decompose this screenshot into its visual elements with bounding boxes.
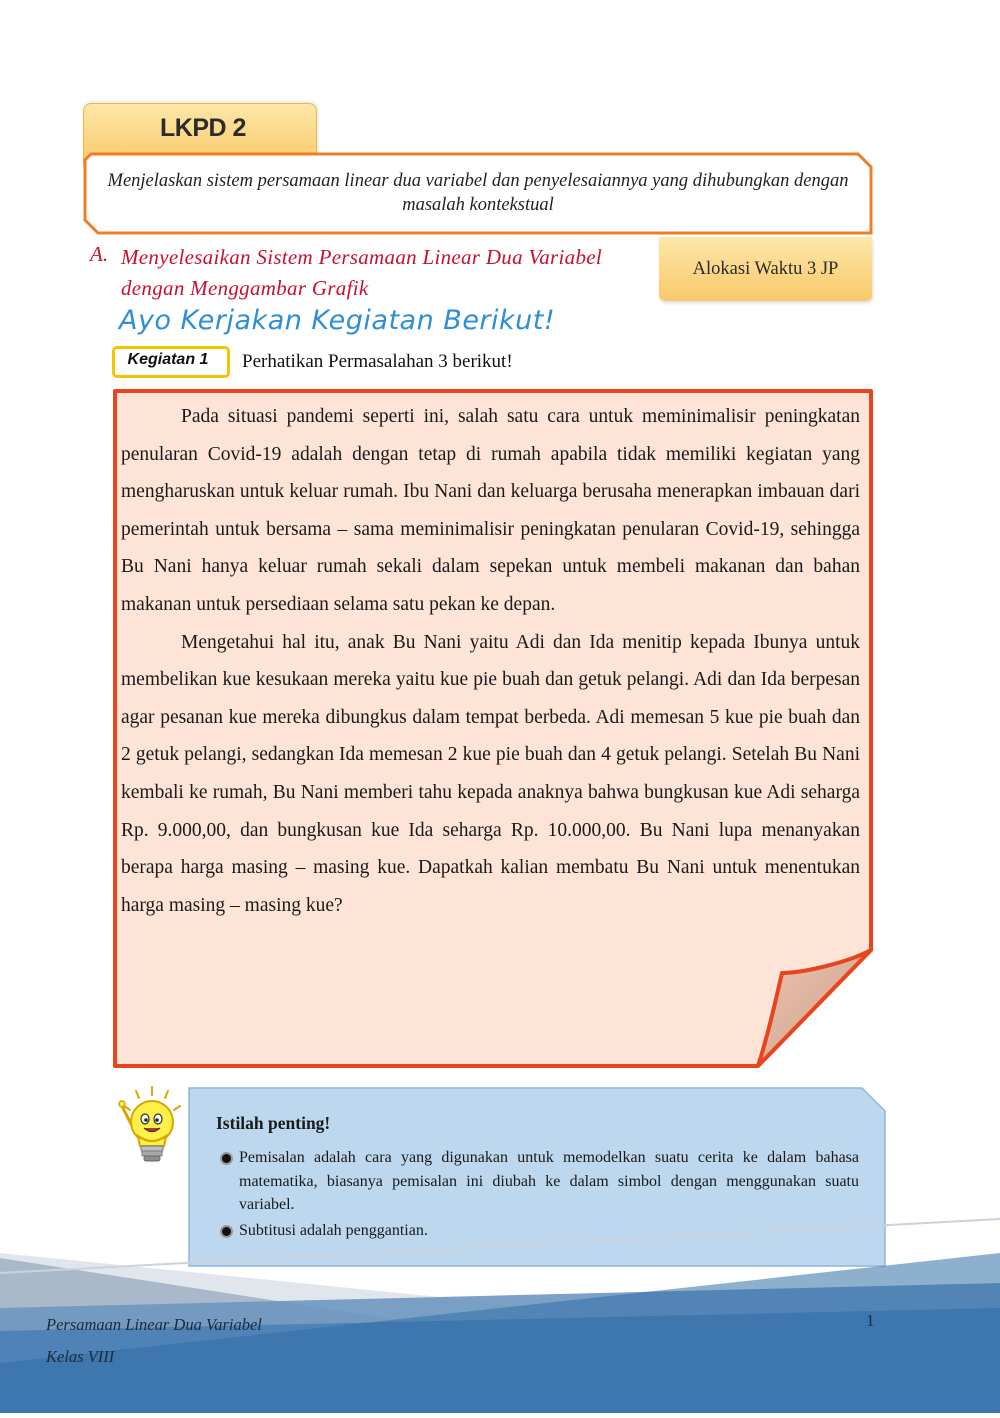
istilah-title: Istilah penting!: [216, 1113, 331, 1133]
section-heading: Menyelesaikan Sistem Persamaan Linear Dua Variabel dengan Menggambar Grafik: [121, 245, 603, 300]
lightbulb-mascot-icon: [116, 1086, 186, 1168]
lkpd-title: LKPD 2: [160, 114, 246, 142]
istilah-item-text: Subtitusi adalah penggantian.: [239, 1221, 428, 1239]
istilah-item-text: Pemisalan adalah cara yang digunakan untuk memodelkan suatu cerita ke dalam bahasa matematika, biasanya pemisalan ini diubah ke dalam simbol dengan menggunakan suatu variabel.: [239, 1149, 859, 1213]
bullet-icon: [222, 1154, 231, 1163]
footer-decoration: [0, 1213, 1000, 1413]
istilah-item: [222, 1146, 859, 1217]
footer-class: Kelas VIII: [46, 1347, 115, 1366]
kegiatan-label: Kegiatan 1: [127, 351, 209, 368]
activity-intro-heading: Ayo Kerjakan Kegiatan Berikut!: [119, 305, 556, 336]
section-letter: A.: [90, 242, 109, 266]
time-allocation-label: Alokasi Waktu 3 JP: [692, 259, 839, 279]
objective-text: Menjelaskan sistem persamaan linear dua variabel dan penyelesaiannya yang dihubungkan dengan masalah kontekstual: [107, 171, 849, 215]
story-paragraph: Mengetahui hal itu, anak Bu Nani yaitu Adi dan Ida menitip kepada Ibunya untuk membelikan kue kesukaan mereka yaitu kue pie buah dan getuk pelangi. Adi dan Ida berpesan agar pesanan kue mereka dibungkus dalam tempat berbeda. Adi memesan 5 kue pie buah dan 2 getuk pelangi, sedangkan Ida memesan 2 kue pie buah dan 4 getuk pelangi. Setelah Bu Nani kembali ke rumah, Bu Nani memberi tahu kepada anaknya bahwa bungkusan kue Adi seharga Rp. 9.000,00, dan bungkusan kue Ida seharga Rp. 10.000,00. Bu Nani lupa menanyakan berapa harga masing – masing kue. Dapatkah kalian membatu Bu Nani untuk menentukan harga masing – masing kue?: [121, 631, 860, 916]
page-number: 1: [866, 1311, 875, 1330]
footer-title: Persamaan Linear Dua Variabel: [46, 1315, 262, 1334]
kegiatan-instruction: Perhatikan Permasalahan 3 berikut!: [242, 351, 513, 372]
story-text: [121, 398, 860, 924]
story-paragraph: Pada situasi pandemi seperti ini, salah satu cara untuk meminimalisir peningkatan penularan Covid-19 adalah dengan tetap di rumah apabila tidak memiliki kegiatan yang mengharuskan untuk keluar rumah. Ibu Nani dan keluarga berusaha menerapkan imbauan dari pemerintah untuk bersama – sama meminimalisir peningkatan penularan Covid-19, sehingga Bu Nani hanya keluar rumah sekali dalam sepekan untuk membeli makanan dan bahan makanan untuk persediaan selama satu pekan ke depan.: [121, 406, 860, 615]
